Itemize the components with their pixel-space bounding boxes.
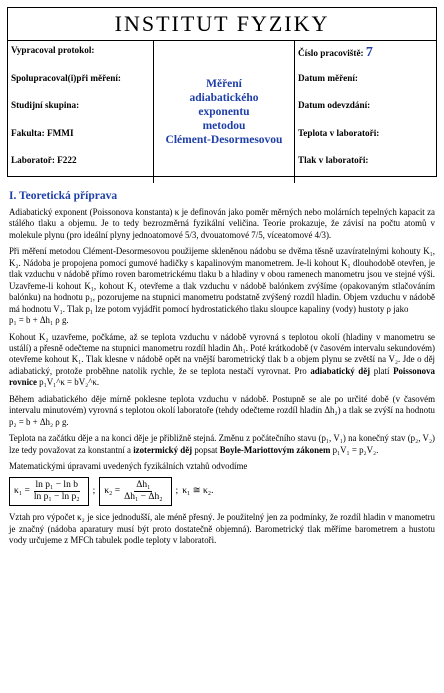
formula: p₁V₁ = p₂V₂. — [330, 444, 379, 455]
field-tlak — [298, 155, 436, 183]
emphasis: Poissonova rovnice — [9, 365, 435, 388]
experiment-title-line: metodou — [202, 119, 246, 132]
numerator: Δh₁ — [134, 480, 152, 492]
field-cislo-pracoviste — [298, 45, 436, 73]
section-heading: I. Teoretická příprava — [9, 190, 118, 202]
field-fakulta: Fakulta: FMMI — [11, 127, 74, 138]
paragraph — [9, 433, 435, 456]
paragraph: Vztah pro výpočet κ₂ je sice jednodušší, ale méně přesný. Je použitelný jen za podmínky, že rozdíl hladin v manometru je značný (nádoba aparatury musí být proto dostatečně objemná). Barometrický tlak měříme barometrem a hustotu vody určujeme z MFCh tabulek podle teploty v laboratoři. — [9, 512, 435, 546]
numerator: ln p₁ − ln b — [34, 480, 80, 492]
experiment-title-line: exponentu — [198, 105, 250, 118]
experiment-title — [154, 41, 295, 183]
paragraph-text: platí — [370, 365, 394, 376]
field-label: Tlak v laboratoři: — [298, 155, 369, 165]
experiment-title-line: Clément-Desormesovou — [165, 133, 283, 146]
fraction — [122, 480, 164, 504]
field-teplota — [298, 128, 436, 156]
formula-label: κ₁ = — [14, 485, 30, 496]
formula-label: κ₂ = — [104, 485, 121, 496]
field-label: Teplota v laboratoři: — [298, 127, 380, 138]
denominator: Δh₁ − Δh₂ — [124, 491, 163, 502]
title-box — [7, 7, 437, 41]
emphasis: Boyle-Mariottovým zákonem — [219, 444, 331, 455]
field-studijni-skupina: Studijní skupina: — [11, 100, 80, 110]
formula-kappa1 — [9, 477, 89, 507]
paragraph: Matematickými úpravami uvedených fyzikálních vztahů odvodíme — [9, 461, 248, 472]
field-value: 7 — [365, 45, 373, 60]
denominator: ln p₁ − ln p₂ — [33, 491, 80, 502]
formula-approx: κ₁ ≅ κ₂. — [182, 485, 214, 496]
formula: p₁V₁^κ = bV₂^κ. — [36, 377, 100, 388]
paragraph-text: Teplota na začátku děje a na konci děje je přibližně stejná. Změnu z počátečního stavu (p₁, V₁) na konečný stav (p₂, V₂) lze tedy považovat za konstantní a — [9, 433, 435, 455]
field-label: Číslo pracoviště: — [298, 48, 364, 58]
header-table — [7, 41, 437, 177]
protocol-page — [7, 7, 437, 552]
experiment-title-line: Měření — [206, 77, 242, 90]
field-label: Datum měření: — [298, 72, 358, 83]
paragraph-text: Při měření metodou Clément-Desormesovou použijeme skleněnou nádobu se dvěma těsně uzavíratelnými kohouty K₁, K₂. Nádoba je propojena pomocí gumové hadičky s kapalinovým manometrem. Je-li kohout K₁ dlouhodobě otevřen, je tlak vzduchu v nádobě přímo roven barometrickému tlaku b a hladiny v obou ramenech manometru jsou ve stejné výši. Uzavřeme-li kohout K₁, kohout K₂ otevřeme a tlak vzduchu v nádobě balónkem zvýšíme (opakovaným stlačováním balónku) na hodnotu p₁, pozorujeme na stupnici manometru podstatně zvýšený rozdíl hladin. Objem vzduchu v nádobě má hodnotu V₁. Tlak p₁ lze potom vyjádřit pomocí hydrostatického tlaku sloupce kapaliny (vody) hustoty ρ jako — [9, 246, 435, 314]
formula-kappa2 — [99, 477, 171, 507]
paragraph-text: Kohout K₂ uzavřeme, počkáme, až se teplota vzduchu v nádobě vyrovná s teplotou okolí (hladiny v manometru se ustálí) a přesně odečteme na stupnici manometru rozdíl hladin Δh₁. Poté krátkodobě (v časovém intervalu sekundovém) otevřeme kohout K₁. Tlak klesne v nádobě opět na vnější barometrický tlak b a objem plynu se zvětší na V₂. Jde o děj adiabatický, protože proběhne natolik rychle, že se teplota nestačí vyrovnat. Pro — [9, 331, 435, 376]
field-datum-odevzdani — [298, 100, 436, 128]
experiment-title-line: adiabatického — [189, 91, 259, 104]
field-vypracoval: Vypracoval protokol: — [11, 45, 95, 55]
section-body — [7, 207, 437, 547]
header-right-column — [295, 41, 436, 183]
fraction — [32, 480, 82, 504]
field-label: Datum odevzdání: — [298, 100, 371, 110]
paragraph — [9, 246, 435, 326]
page-title: INSTITUT FYZIKY — [114, 11, 330, 36]
paragraph: Adiabatický exponent (Poissonova konstanta) κ je definován jako poměr měrných nebo molárních tepelných kapacit za stálého tlaku a objemu. Je to tedy bezrozměrná fyzikální veličina. Teorie prokazuje, že závisí na počtu atomů v molekule plynu (pro ideální plyny jednoatomové 5/3, dvouatomové 7/5, víceatomové 4/3). — [9, 207, 435, 240]
field-laborator: Laboratoř: F222 — [11, 155, 77, 165]
paragraph: Během adiabatického děje mírně poklesne teplota vzduchu v nádobě. Postupně se ale po určité době (v časovém intervalu minutovém) vyrovná s teplotou okolí laboratoře (tehdy odečteme rozdíl hladin Δh₂) a tlak se zvýší na hodnotu p₂ = b + Δh₂ ρ g. — [9, 393, 435, 427]
paragraph-text: popsat — [192, 444, 220, 455]
formula-row: κ₁ = $\frac{\text{ln p₁ − ln b}}{\text{ln p₁ − ln p₂}}$ ; κ₂ = $\frac{\text{Δh₁}}{\text{Δh₁ − Δh₂}}$ ; κ₁ ≅ κ₂. — [9, 477, 435, 507]
formula: p₁ = b + Δh₁ ρ g. — [9, 315, 69, 326]
field-datum-mereni — [298, 73, 436, 101]
field-spolupracoval: Spolupracoval(i)při měření: — [11, 72, 121, 83]
paragraph — [9, 332, 435, 389]
emphasis: adiabatický děj — [310, 365, 371, 376]
header-left-column — [8, 41, 154, 183]
emphasis: izotermický děj — [133, 444, 193, 455]
